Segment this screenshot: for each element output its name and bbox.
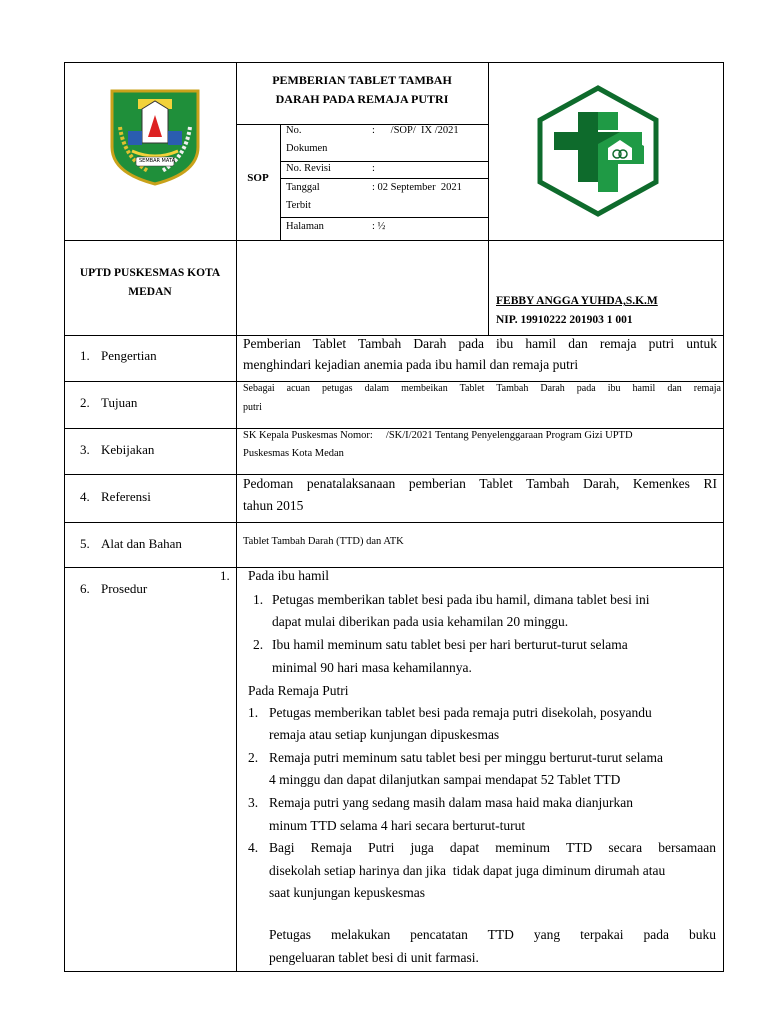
list-item-number: 2. <box>253 637 264 652</box>
tujuan-text-2: putri <box>243 402 262 413</box>
referensi-text: Pedoman penatalaksanaan pemberian Tablet Tambah Darah, Kemenkes RI <box>243 476 717 491</box>
section-label-referensi: Referensi <box>101 489 151 504</box>
list-item-text: remaja atau setiap kunjungan dipuskesmas <box>269 727 500 742</box>
section-number: 5. <box>80 536 90 551</box>
section-number: 3. <box>80 442 90 457</box>
divider <box>64 522 724 523</box>
section-label-alat-bahan: Alat dan Bahan <box>101 536 182 551</box>
section-label-prosedur: Prosedur <box>101 581 148 596</box>
field-no-revisi-value: : <box>372 163 375 174</box>
referensi-text-2: tahun 2015 <box>243 498 304 513</box>
section-number: 4. <box>80 489 90 504</box>
list-item-text: minum TTD selama 4 hari secara berturut-turut <box>269 818 526 833</box>
list-item-text: dapat mulai diberikan pada usia kehamilan 20 minggu. <box>272 614 569 629</box>
list-item-text: Remaja putri meminum satu tablet besi per minggu berturut-turut selama <box>269 750 664 765</box>
list-item-text: Ibu hamil meminum satu tablet besi per hari berturut-turut selama <box>272 637 628 652</box>
sop-label: SOP <box>247 172 269 184</box>
field-tanggal-label2: Terbit <box>286 200 311 211</box>
pengertian-text-2: menghindari kejadian anemia pada ibu hamil dan remaja putri <box>243 357 579 372</box>
section-number: 1. <box>80 348 90 363</box>
divider <box>280 217 488 218</box>
field-halaman-label: Halaman <box>286 221 324 232</box>
field-no-dokumen-label2: Dokumen <box>286 143 328 154</box>
section-label-tujuan: Tujuan <box>101 395 138 410</box>
prosedur-sub-number: 1. <box>220 568 230 583</box>
list-item-text: Petugas memberikan tablet besi pada ibu hamil, dimana tablet besi ini <box>272 592 650 607</box>
sop-title-line1: PEMBERIAN TABLET TAMBAH <box>272 73 452 87</box>
list-item-text: Petugas memberikan tablet besi pada remaja putri disekolah, posyandu <box>269 705 652 720</box>
field-tanggal-label: Tanggal <box>286 182 320 193</box>
divider <box>64 240 724 241</box>
prosedur-heading-remaja-putri: Pada Remaja Putri <box>248 683 349 698</box>
list-item-number: 3. <box>248 795 259 810</box>
signer-name: FEBBY ANGGA YUHDA,S.K.M <box>496 295 658 307</box>
prosedur-note: Petugas melakukan pencatatan TTD yang terpakai pada buku <box>269 927 716 942</box>
section-label-kebijakan: Kebijakan <box>101 442 155 457</box>
field-tanggal-value: : 02 September 2021 <box>372 182 462 193</box>
field-no-dokumen-label: No. <box>286 125 302 136</box>
signer-nip: NIP. 19910222 201903 1 001 <box>496 314 633 326</box>
divider <box>64 567 724 568</box>
list-item-text: 4 minggu dan dapat dilanjutkan sampai mendapat 52 Tablet TTD <box>269 772 621 787</box>
kebijakan-text: SK Kepala Puskesmas Nomor: /SK/I/2021 Tentang Penyelenggaraan Program Gizi UPTD <box>243 430 633 441</box>
alat-bahan-text: Tablet Tambah Darah (TTD) dan ATK <box>243 536 404 547</box>
section-number: 6. <box>80 581 90 596</box>
org-name-line2: MEDAN <box>128 286 172 298</box>
divider <box>64 381 724 382</box>
sop-title-line2: DARAH PADA REMAJA PUTRI <box>275 92 449 106</box>
crest-banner-text: SEMBAR MATA <box>139 158 175 164</box>
divider <box>64 474 724 475</box>
prosedur-heading-ibu-hamil: Pada ibu hamil <box>248 568 329 583</box>
section-label-pengertian: Pengertian <box>101 348 157 363</box>
list-item-text: disekolah setiap harinya dan jika tidak dapat juga diminum dirumah atau <box>269 863 666 878</box>
list-item-text: minimal 90 hari masa kehamilannya. <box>272 660 472 675</box>
field-halaman-value: : ½ <box>372 221 386 232</box>
divider <box>280 161 488 162</box>
divider <box>64 428 724 429</box>
list-item-number: 1. <box>253 592 264 607</box>
puskesmas-logo <box>532 84 664 218</box>
pengertian-text: Pemberian Tablet Tambah Darah pada ibu hamil dan remaja putri untuk <box>243 336 717 351</box>
org-name-line1: UPTD PUSKESMAS KOTA <box>79 267 221 279</box>
list-item-text: Bagi Remaja Putri juga dapat meminum TTD secara bersamaan <box>269 840 716 855</box>
divider <box>280 124 281 240</box>
list-item-number: 1. <box>248 705 259 720</box>
kebijakan-text-2: Puskesmas Kota Medan <box>243 448 344 459</box>
field-no-dokumen-value: : /SOP/ IX /2021 <box>372 125 459 136</box>
divider <box>280 178 488 179</box>
tujuan-text: Sebagai acuan petugas dalam membeikan Tablet Tambah Darah pada ibu hamil dan remaja <box>243 383 721 394</box>
divider <box>236 62 237 972</box>
list-item-number: 2. <box>248 750 259 765</box>
section-number: 2. <box>80 395 90 410</box>
field-no-revisi-label: No. Revisi <box>286 163 331 174</box>
list-item-number: 4. <box>248 840 259 855</box>
prosedur-note-2: pengeluaran tablet besi di unit farmasi. <box>269 950 479 965</box>
list-item-text: Remaja putri yang sedang masih dalam masa haid maka dianjurkan <box>269 795 634 810</box>
divider <box>488 62 489 335</box>
list-item-text: saat kunjungan kepuskesmas <box>269 885 425 900</box>
city-crest-logo <box>108 87 202 187</box>
